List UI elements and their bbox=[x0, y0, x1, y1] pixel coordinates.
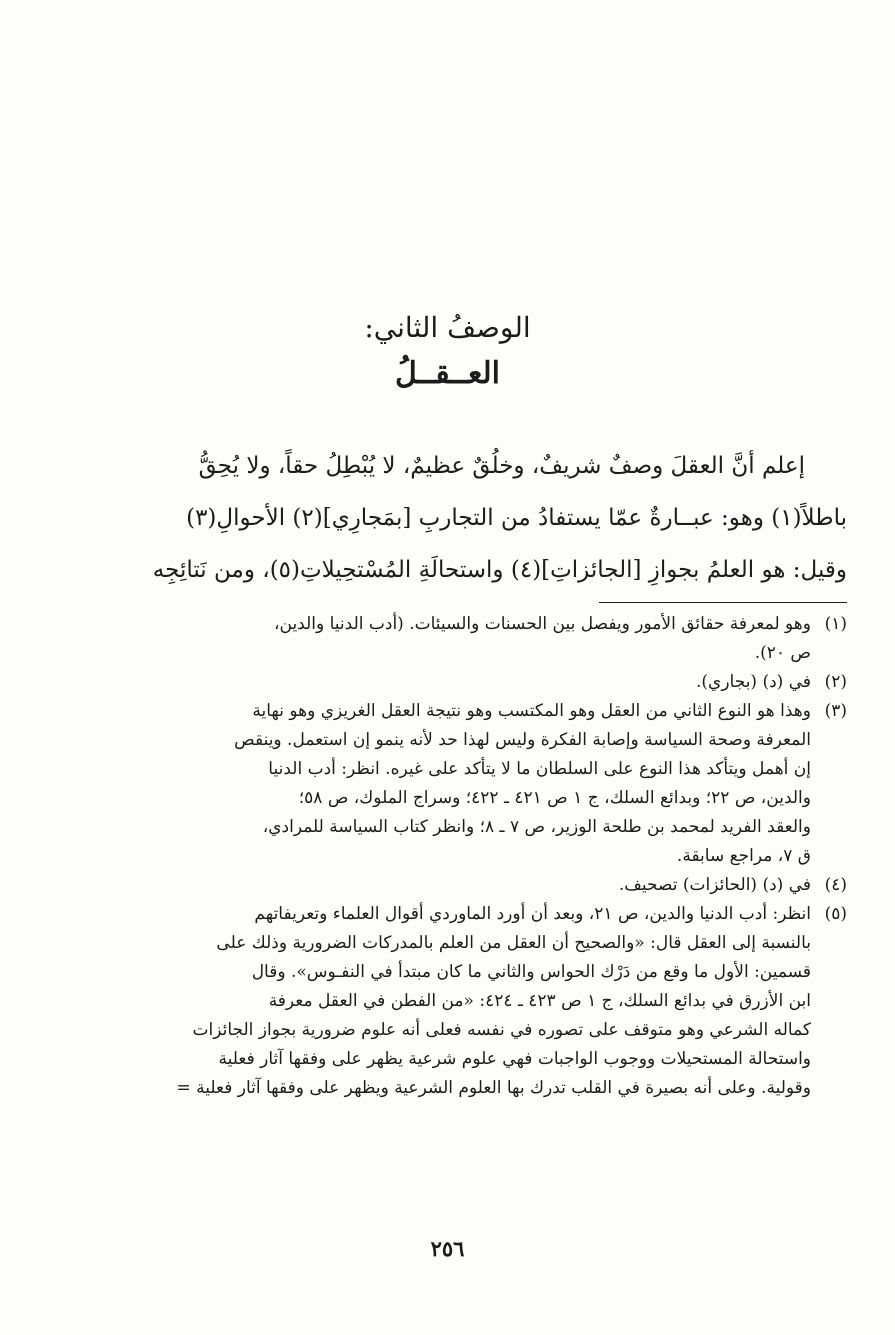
footnote-line: وهو لمعرفة حقائق الأمور ويفصل بين الحسنات والسيئات. (أدب الدنيا والدين، bbox=[274, 614, 811, 634]
footnote-line: واستحالة المستحيلات ووجوب الواجبات فهي علوم شرعية يظهر على وفقها آثار فعلية bbox=[218, 1049, 811, 1069]
footnote-marker: (٥) bbox=[824, 904, 847, 924]
footnote-line: في (د) (الحائزات) تصحيف. bbox=[618, 875, 811, 895]
footnote-5 bbox=[47, 900, 847, 1103]
footnote-separator bbox=[599, 602, 847, 603]
footnotes-section bbox=[47, 610, 847, 1103]
footnote-marker: (٤) bbox=[824, 875, 847, 895]
footnote-line: ابن الأزرق في بدائع السلك، ج ١ ص ٤٢٣ ـ ٤٢٤: «من الفطن في العقل معرفة bbox=[268, 991, 811, 1011]
section-subtitle: العــقــلُ bbox=[395, 356, 500, 391]
footnote-line: ص ٢٠). bbox=[754, 643, 811, 663]
footnote-4 bbox=[47, 871, 847, 900]
footnote-line: قسمين: الأول ما وقع من دَرْك الحواس والثاني ما كان مبتدأ في النفـوس». وقال bbox=[251, 962, 811, 982]
footnote-line: في (د) (بجاري). bbox=[695, 672, 811, 692]
main-text-line: باطلاً(١) وهو: عبــارةٌ عمّا يستفادُ من التجاربِ [بمَجارِي](٢) الأحوالِ(٣) bbox=[186, 505, 847, 531]
footnote-3 bbox=[47, 697, 847, 871]
main-paragraph bbox=[47, 440, 847, 596]
footnote-marker: (١) bbox=[824, 614, 847, 634]
footnote-line: وهذا هو النوع الثاني من العقل وهو المكتسب وهو نتيجة العقل الغريزي وهو نهاية bbox=[252, 701, 811, 721]
footnote-line: ق ٧، مراجع سابقة. bbox=[676, 846, 811, 866]
main-text-line: وقيل: هو العلمُ بجوازِ [الجائزاتِ](٤) واستحالَةِ المُسْتحِيلاتِ(٥)، ومن نَتائِجِه bbox=[152, 557, 847, 583]
page-number: ٢٥٦ bbox=[430, 1236, 465, 1261]
footnote-line: والعقد الفريد لمحمد بن طلحة الوزير، ص ٧ ـ ٨؛ وانظر كتاب السياسة للمرادي، bbox=[262, 817, 811, 837]
footnote-line: المعرفة وصحة السياسة وإصابة الفكرة وليس لهذا حد لأنه ينمو إن استعمل. وينقص bbox=[234, 730, 811, 750]
main-text-line: إعلم أنَّ العقلَ وصفٌ شريفٌ، وخلُقٌ عظيمٌ، لا يُبْطِلُ حقاً، ولا يُحِقُّ bbox=[198, 453, 805, 479]
footnote-1 bbox=[47, 610, 847, 668]
footnote-line: كماله الشرعي وهو متوقف على تصوره في نفسه فعلى أنه علوم ضرورية بجواز الجائزات bbox=[192, 1020, 811, 1040]
footnote-line: بالنسبة إلى العقل قال: «والصحيح أن العقل من العلم بالمدركات الضرورية وذلك على bbox=[216, 933, 811, 953]
section-title: الوصفُ الثاني: bbox=[364, 311, 531, 344]
footnote-2 bbox=[47, 668, 847, 697]
footnote-line: والدين، ص ٢٢؛ وبدائع السلك، ج ١ ص ٤٢١ ـ ٤٢٢؛ وسراج الملوك، ص ٥٨؛ bbox=[298, 788, 811, 808]
footnote-marker: (٢) bbox=[824, 672, 847, 692]
footnote-line: وقولية. وعلى أنه بصيرة في القلب تدرك بها العلوم الشرعية ويظهر على وفقها آثار فعلية = bbox=[176, 1078, 811, 1098]
footnote-line: انظر: أدب الدنيا والدين، ص ٢١، وبعد أن أورد الماوردي أقوال العلماء وتعريفاتهم bbox=[254, 904, 811, 924]
footnote-marker: (٣) bbox=[824, 701, 847, 721]
footnote-line: إن أهمل ويتأكد هذا النوع على السلطان ما لا يتأكد على غيره. انظر: أدب الدنيا bbox=[268, 759, 811, 779]
